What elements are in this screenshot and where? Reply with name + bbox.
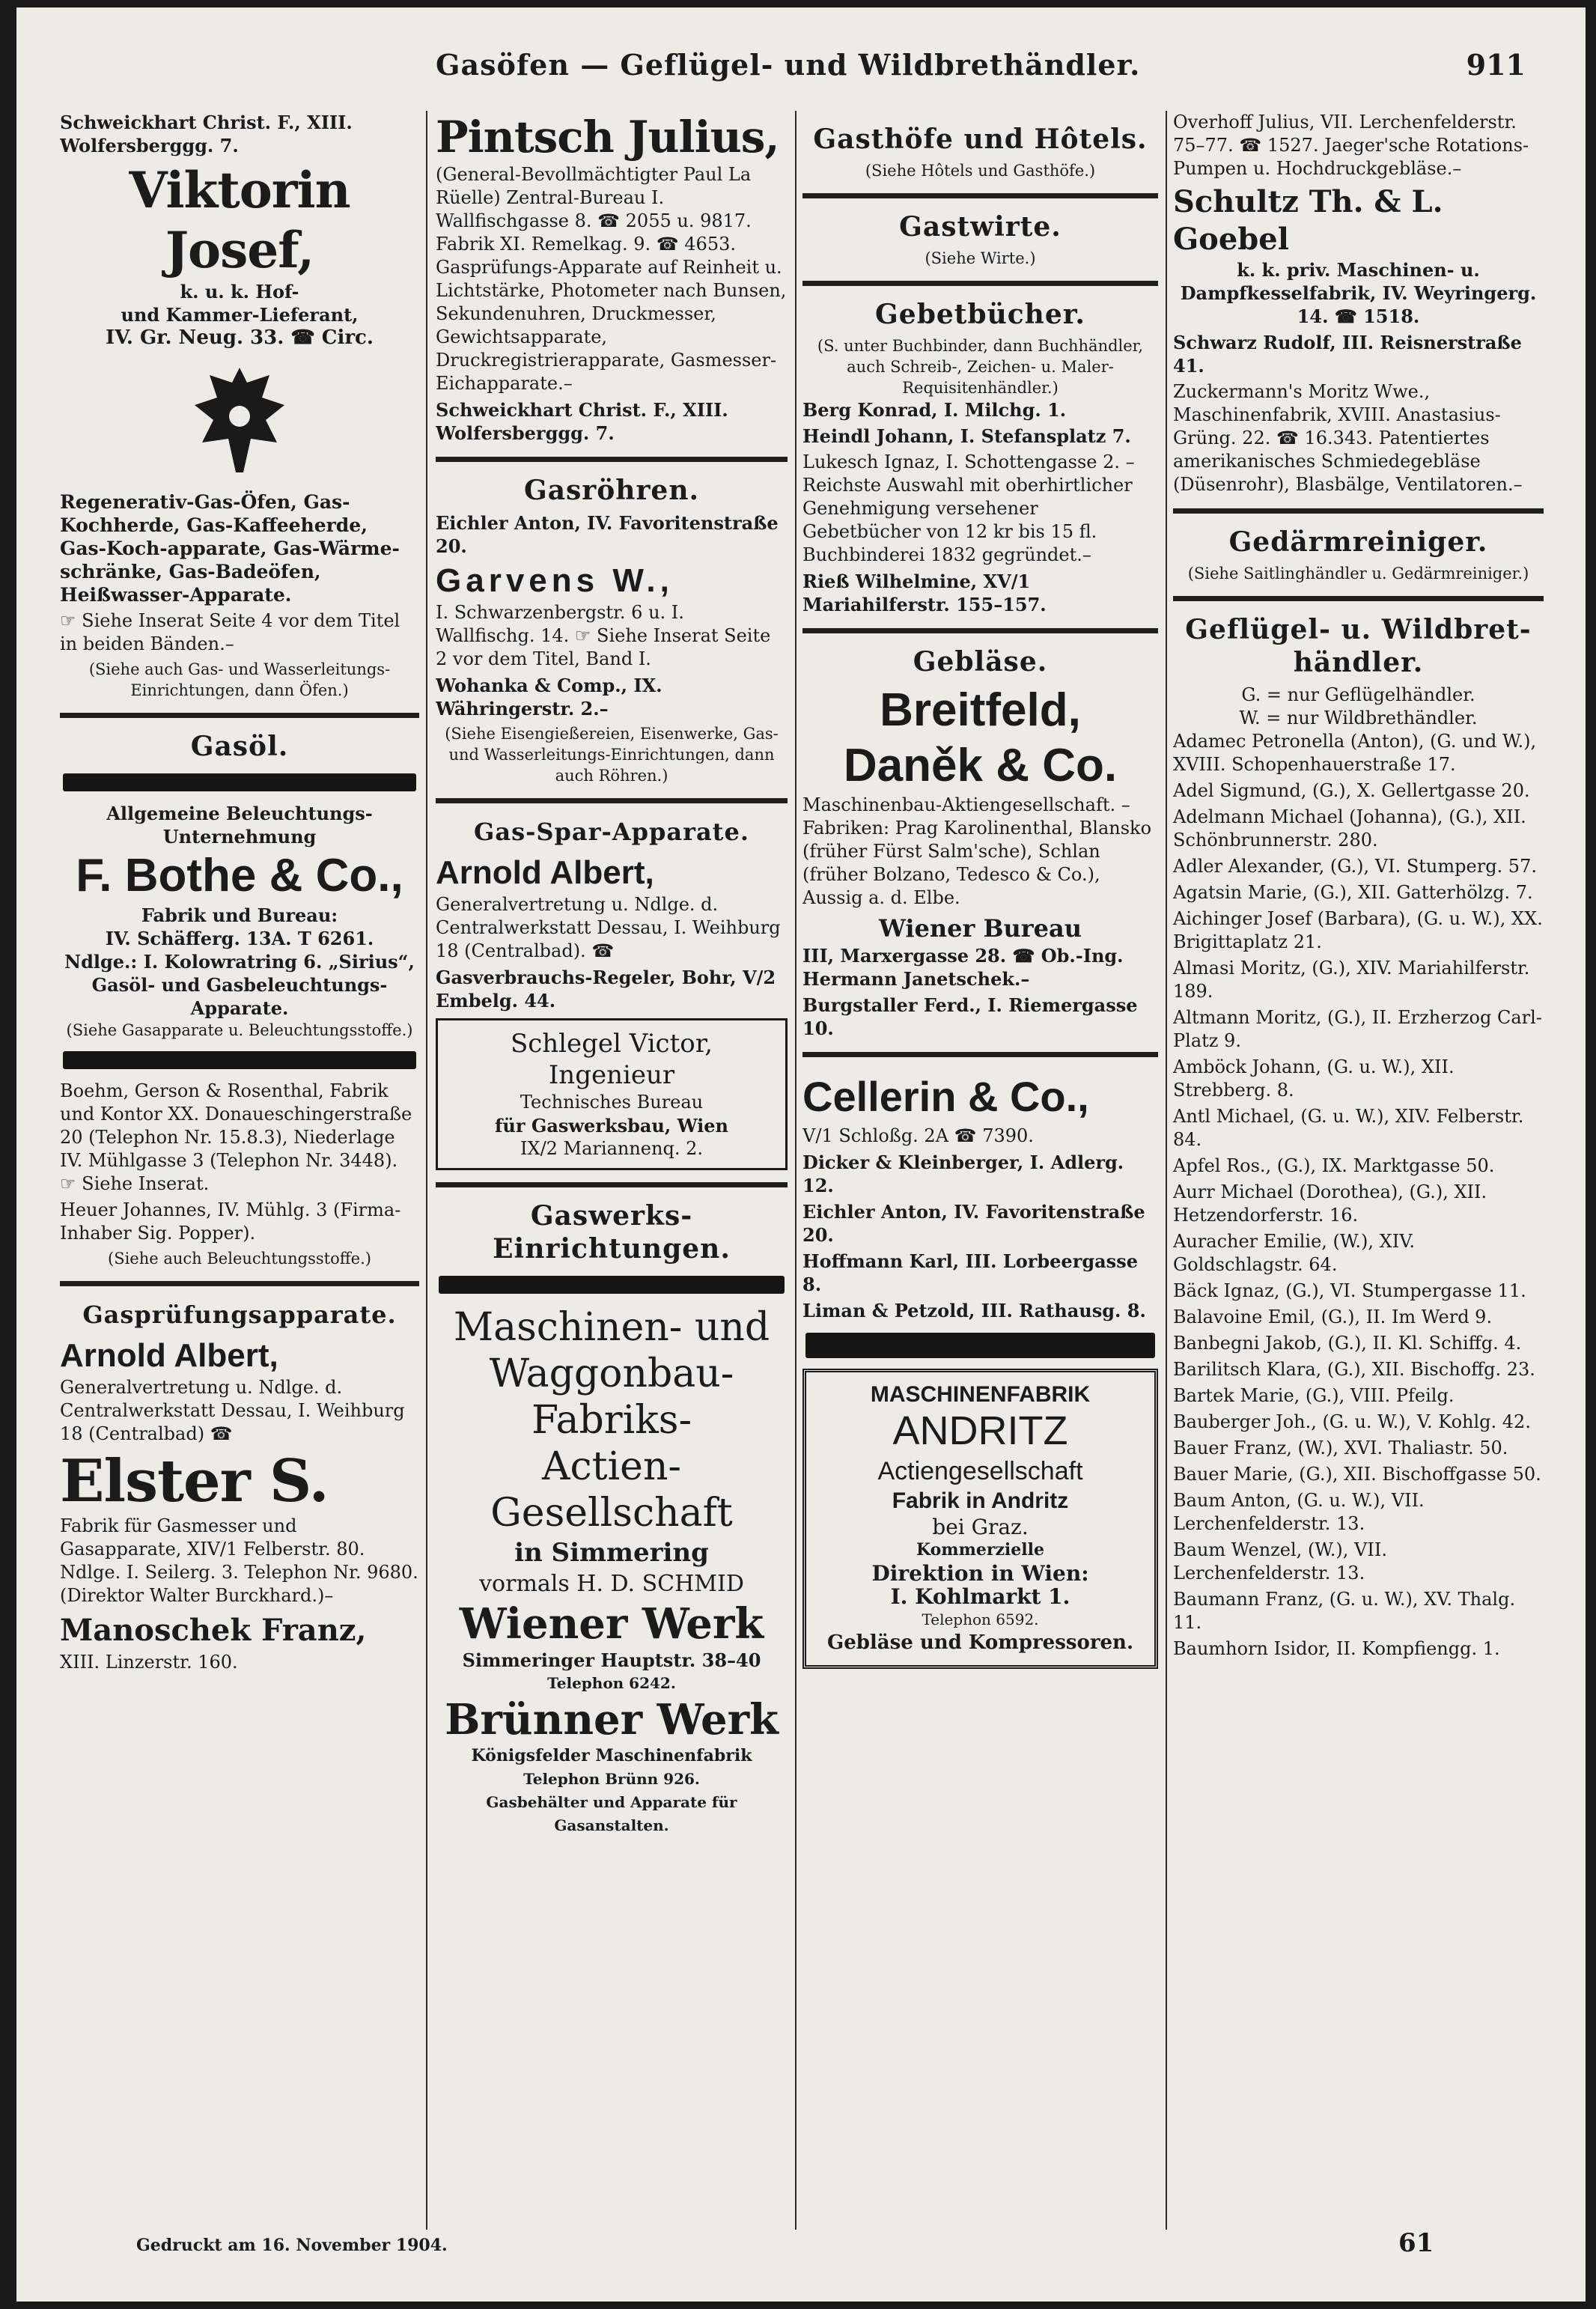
entry: Schweickhart Christ. F., XIII. Wolfersberggg. 7. bbox=[60, 112, 353, 156]
advert-line: vormals H. D. SCHMID bbox=[479, 1571, 744, 1597]
section-heading: Gedärmreiniger. bbox=[1228, 526, 1488, 558]
section-heading: Gebetbücher. bbox=[875, 299, 1085, 330]
divider bbox=[436, 798, 788, 803]
list-item: Baum Wenzel, (W.), VII. Lerchenfelderstr. 13. bbox=[1173, 1539, 1387, 1584]
entry: Schweickhart Christ. F., XIII. Wolfersberggg. 7. bbox=[436, 399, 728, 444]
advert-title: Garvens W., bbox=[436, 562, 674, 599]
advert-line: Simmeringer Hauptstr. 38–40 bbox=[462, 1649, 761, 1671]
entry: I. Schwarzenbergstr. 6 u. I. Wallfischg. 14. ☞ Siehe Inserat Seite 2 vor dem Titel, Band I. bbox=[436, 602, 771, 669]
column-4 bbox=[1173, 111, 1544, 2230]
advert-line: Kommerzielle bbox=[916, 1540, 1044, 1560]
list-item: Adelmann Michael (Johanna), (G.), XII. Schönbrunnerstr. 280. bbox=[1173, 806, 1526, 851]
list-item: Antl Michael, (G. u. W.), XIV. Felberstr. 84. bbox=[1173, 1106, 1524, 1150]
see-also-note: (Siehe Saitlinghändler u. Gedärmreiniger.) bbox=[1187, 565, 1529, 582]
advert-title: ANDRITZ bbox=[892, 1408, 1068, 1453]
divider bbox=[60, 713, 419, 718]
list-item: Barilitsch Klara, (G.), XII. Bischoffg. 23. bbox=[1173, 1359, 1535, 1380]
list-item: Altmann Moritz, (G.), II. Erzherzog Carl-Platz 9. bbox=[1173, 1007, 1542, 1051]
section-heading: Gasöl. bbox=[190, 731, 289, 762]
advert-line: Actiengesellschaft bbox=[877, 1457, 1083, 1485]
advert-title: Maschinen- und bbox=[453, 1305, 770, 1350]
section-heading: Gasröhren. bbox=[523, 475, 700, 506]
divider bbox=[1173, 508, 1544, 514]
advert-line: in Simmering bbox=[514, 1538, 709, 1568]
advert-note: ☞ Siehe Inserat Seite 4 vor dem Titel in beiden Bänden.– bbox=[60, 610, 400, 654]
advert-line: k. u. k. Hof- bbox=[180, 281, 299, 302]
list-item: Amböck Johann, (G. u. W.), XII. Strebberg. 8. bbox=[1173, 1056, 1455, 1101]
advert-box bbox=[436, 1018, 788, 1170]
entry: Lukesch Ignaz, I. Schottengasse 2. –Reichste Auswahl mit oberhirtlicher Genehmigung versehener Gebetbücher von 12 kr bis 15 fl. Buchbinderei 1832 gegründet.– bbox=[802, 451, 1135, 565]
list-item: Baumann Franz, (G. u. W.), XV. Thalg. 11. bbox=[1173, 1589, 1516, 1633]
advert-title: Schultz Th. & L. Goebel bbox=[1173, 184, 1443, 257]
section-heading: händler. bbox=[1293, 647, 1424, 678]
advert-line: Direktion in Wien: bbox=[871, 1561, 1089, 1586]
column-rule bbox=[795, 111, 797, 2230]
list-item: Auracher Emilie, (W.), XIV. Goldschlagstr. 64. bbox=[1173, 1231, 1415, 1275]
eagle-emblem-icon bbox=[187, 360, 292, 480]
entry: Dicker & Kleinberger, I. Adlerg. 12. bbox=[802, 1152, 1124, 1196]
see-also-note: (Siehe Gasapparate u. Beleuchtungsstoffe.) bbox=[66, 1021, 413, 1039]
list-item: Adamec Petronella (Anton), (G. und W.), XVIII. Schopenhauerstraße 17. bbox=[1173, 731, 1537, 775]
advert-title: Wiener Werk bbox=[459, 1599, 764, 1649]
legend-line: G. = nur Geflügelhändler. bbox=[1241, 684, 1475, 705]
entry: Schwarz Rudolf, III. Reisnerstraße 41. bbox=[1173, 332, 1522, 377]
entry: Hoffmann Karl, III. Lorbeergasse 8. bbox=[802, 1250, 1138, 1295]
advert-block bbox=[436, 1304, 788, 1837]
list-item: Baumhorn Isidor, II. Kompfiengg. 1. bbox=[1173, 1638, 1500, 1659]
advert-title: Cellerin & Co., bbox=[802, 1073, 1089, 1120]
divider bbox=[802, 1052, 1158, 1057]
advert-line: Gebläse und Kompressoren. bbox=[826, 1631, 1134, 1654]
advert-box bbox=[802, 1369, 1158, 1669]
advert-line: IV. Gr. Neug. 33. ☎ Circ. bbox=[106, 326, 374, 349]
advert-line: und Kammer-Lieferant, bbox=[121, 304, 359, 326]
advert-title: Schlegel Victor, Ingenieur bbox=[510, 1029, 713, 1090]
entry: Zuckermann's Moritz Wwe., Maschinenfabrik, XVIII. Anastasius-Grüng. 22. ☎ 16.343. Patentiertes amerikanisches Schmiedegebläse (Düsenrohr), Blasbälge, Ventilatoren.– bbox=[1173, 381, 1523, 495]
advert-title: F. Bothe & Co., bbox=[76, 850, 403, 901]
see-also-note: (Siehe Hôtels und Gasthöfe.) bbox=[865, 162, 1096, 180]
advert-products: Regenerativ-Gas-Öfen, Gas-Kochherde, Gas-Kaffeeherde, Gas-Koch-apparate, Gas-Wärme-schränke, Gas-Badeöfen, Heißwasser-Apparate. bbox=[60, 491, 400, 606]
advert-line: für Gaswerksbau, Wien bbox=[495, 1115, 728, 1137]
advert-line: Technisches Bureau bbox=[520, 1092, 704, 1113]
header-page-number: 911 bbox=[1466, 48, 1526, 82]
advert-title: Elster S. bbox=[60, 1447, 329, 1515]
advert-line: Telephon Brünn 926. bbox=[523, 1770, 700, 1788]
divider bbox=[60, 1281, 419, 1286]
entry: III, Marxergasse 28. ☎ Ob.-Ing. Hermann Janetschek.– bbox=[802, 945, 1124, 990]
advert-title: Daněk & Co. bbox=[843, 740, 1118, 791]
entry: Berg Konrad, I. Milchg. 1. bbox=[802, 399, 1067, 421]
section-heading: Gastwirte. bbox=[899, 211, 1062, 243]
advert-line: Fabrik und Bureau: bbox=[141, 904, 338, 926]
advert-title: Manoschek Franz, bbox=[60, 1613, 367, 1648]
entry: Heindl Johann, I. Stefansplatz 7. bbox=[802, 425, 1131, 447]
advert-line: Ndlge.: I. Kolowratring 6. „Sirius“, Gasöl- und Gasbeleuchtungs-Apparate. bbox=[64, 951, 415, 1019]
advert-line: Telephon 6592. bbox=[922, 1610, 1039, 1628]
column-2 bbox=[436, 111, 788, 2230]
divider bbox=[436, 457, 788, 462]
entry: Fabrik für Gasmesser und Gasapparate, XIV/1 Felberstr. 80. Ndlge. I. Seilerg. 3. Telephon Nr. 9680. (Direktor Walter Burckhard.)– bbox=[60, 1515, 418, 1606]
advert-title: Actien-Gesellschaft bbox=[490, 1444, 733, 1536]
advert-line: I. Kohlmarkt 1. bbox=[890, 1584, 1070, 1609]
see-also-note: (Siehe Wirte.) bbox=[925, 249, 1036, 267]
list-item: Almasi Moritz, (G.), XIV. Mariahilferstr. 189. bbox=[1173, 958, 1530, 1002]
column-3 bbox=[802, 111, 1158, 2230]
header-title: Gasöfen — Geflügel- und Wildbrethändler. bbox=[436, 48, 1141, 82]
advert-line: Allgemeine Beleuchtungs-Unternehmung bbox=[106, 803, 373, 848]
section-heading: Gas-Spar-Apparate. bbox=[474, 818, 749, 846]
list-item: Balavoine Emil, (G.), II. Im Werd 9. bbox=[1173, 1306, 1493, 1327]
advert-title: Arnold Albert, bbox=[436, 854, 654, 891]
list-item: Bauer Franz, (W.), XVI. Thaliastr. 50. bbox=[1173, 1438, 1508, 1458]
section-heading: Gaswerks-Einrichtungen. bbox=[493, 1200, 731, 1265]
entry: Liman & Petzold, III. Rathausg. 8. bbox=[802, 1300, 1146, 1321]
advert-line: bei Graz. bbox=[932, 1515, 1029, 1539]
divider bbox=[802, 193, 1158, 198]
divider bbox=[63, 1051, 416, 1069]
column-rule bbox=[1166, 111, 1167, 2230]
entry: XIII. Linzerstr. 160. bbox=[60, 1652, 238, 1673]
section-heading: Gasprüfungsapparate. bbox=[82, 1300, 397, 1329]
column-1 bbox=[60, 111, 419, 2230]
section-heading: Geflügel- u. Wildbret- bbox=[1185, 614, 1532, 645]
entry: Eichler Anton, IV. Favoritenstraße 20. bbox=[802, 1201, 1145, 1246]
see-also-note: (Siehe Eisengießereien, Eisenwerke, Gas- und Wasserleitungs-Einrichtungen, dann auch Röhren.) bbox=[445, 725, 779, 785]
list-item: Bäck Ignaz, (G.), VI. Stumpergasse 11. bbox=[1173, 1280, 1526, 1301]
entry: Eichler Anton, IV. Favoritenstraße 20. bbox=[436, 512, 779, 557]
advert-line: IV. Schäfferg. 13A. T 6261. bbox=[105, 928, 374, 949]
list-item: Bartek Marie, (G.), VIII. Pfeilg. bbox=[1173, 1385, 1455, 1406]
entry: Gasverbrauchs-Regeler, Bohr, V/2 Embelg. 44. bbox=[436, 967, 776, 1011]
entry: Maschinenbau-Aktiengesellschaft. –Fabriken: Prag Karolinenthal, Blansko (früher Fürst Salm'sche), Schlan (früher Bolzano, Tedesco & Co.), Aussig a. d. Elbe. bbox=[802, 794, 1152, 908]
list-item: Bauer Marie, (G.), XII. Bischoffgasse 50. bbox=[1173, 1464, 1541, 1485]
list-item: Bauberger Joh., (G. u. W.), V. Kohlg. 42. bbox=[1173, 1411, 1531, 1432]
divider bbox=[439, 1276, 785, 1294]
advert-line: Königsfelder Maschinenfabrik bbox=[471, 1746, 752, 1765]
list-item: Apfel Ros., (G.), IX. Marktgasse 50. bbox=[1173, 1155, 1495, 1176]
legend-line: W. = nur Wildbrethändler. bbox=[1239, 708, 1478, 728]
section-heading: Gasthöfe und Hôtels. bbox=[813, 124, 1148, 155]
divider bbox=[436, 1182, 788, 1187]
entry: Burgstaller Ferd., I. Riemergasse 10. bbox=[802, 994, 1138, 1039]
entry: k. k. priv. Maschinen- u. Dampfkesselfabrik, IV. Weyringerg. 14. ☎ 1518. bbox=[1180, 259, 1537, 327]
directory-page bbox=[16, 7, 1586, 2302]
advert-line: Telephon 6242. bbox=[547, 1674, 676, 1692]
list-item: Baum Anton, (G. u. W.), VII. Lerchenfelderstr. 13. bbox=[1173, 1490, 1425, 1534]
entry: Heuer Johannes, IV. Mühlg. 3 (Firma-Inhaber Sig. Popper). bbox=[60, 1199, 401, 1244]
divider bbox=[802, 281, 1158, 286]
entry: Wohanka & Comp., IX. Währingerstr. 2.– bbox=[436, 675, 663, 720]
divider bbox=[802, 628, 1158, 633]
entry: Rieß Wilhelmine, XV/1 Mariahilferstr. 155–157. bbox=[802, 571, 1047, 615]
advert-title: Arnold Albert, bbox=[60, 1337, 278, 1374]
entry: (General-Bevollmächtigter Paul La Rüelle) Zentral-Bureau I. Wallfischgasse 8. ☎ 2055 u. 9817. Fabrik XI. Remelkag. 9. ☎ 4653. Gasprüfungs-Apparate auf Reinheit u. Lichtstärke, Photometer nach Bunsen, Sekundenuhren, Druckmesser, Gewichtsapparate, Druckregistrierapparate, Gasmesser-Eichapparate.– bbox=[436, 164, 787, 394]
see-also-note: (Siehe auch Gas- und Wasserleitungs-Einrichtungen, dann Öfen.) bbox=[88, 660, 391, 699]
advert-title: Viktorin Josef, bbox=[129, 161, 350, 279]
advert-title: Breitfeld, bbox=[880, 684, 1081, 736]
entry: Boehm, Gerson & Rosenthal, Fabrik und Kontor XX. Donaueschingerstraße 20 (Telephon Nr. 15.8.3), Niederlage IV. Mühlgasse 3 (Telephon Nr. 3448). ☞ Siehe Inserat. bbox=[60, 1080, 412, 1194]
list-item: Adel Sigmund, (G.), X. Gellertgasse 20. bbox=[1173, 780, 1530, 801]
entry: Generalvertretung u. Ndlge. d. Centralwerkstatt Dessau, I. Weihburg 18 (Centralbad). ☎ bbox=[436, 894, 781, 961]
list-item: Banbegni Jakob, (G.), II. Kl. Schiffg. 4. bbox=[1173, 1333, 1522, 1354]
advert-title: Pintsch Julius, bbox=[436, 112, 779, 162]
list-item: Agatsin Marie, (G.), XII. Gatterhölzg. 7. bbox=[1173, 882, 1533, 903]
advert-title: Brünner Werk bbox=[445, 1695, 779, 1744]
column-rule bbox=[426, 111, 427, 2230]
see-also-note: (Siehe auch Beleuchtungsstoffe.) bbox=[108, 1250, 371, 1268]
running-header bbox=[16, 48, 1586, 93]
sheet-number: 61 bbox=[1398, 2228, 1434, 2258]
see-also-note: (S. unter Buchbinder, dann Buchhändler, auch Schreib-, Zeichen- u. Maler-Requisitenhändler.) bbox=[817, 337, 1144, 397]
dealer-list bbox=[1173, 730, 1544, 1661]
list-item: Aichinger Josef (Barbara), (G. u. W.), XX. Brigittaplatz 21. bbox=[1173, 908, 1543, 952]
divider bbox=[63, 773, 416, 791]
print-date: Gedruckt am 16. November 1904. bbox=[136, 2236, 448, 2255]
list-item: Adler Alexander, (G.), VI. Stumperg. 57. bbox=[1173, 856, 1537, 877]
entry: V/1 Schloßg. 2A ☎ 7390. bbox=[802, 1125, 1034, 1146]
advert-line: Wiener Bureau bbox=[878, 914, 1082, 943]
list-item: Aurr Michael (Dorothea), (G.), XII. Hetzendorferstr. 16. bbox=[1173, 1181, 1487, 1226]
advert-line: IX/2 Mariannenq. 2. bbox=[520, 1138, 703, 1159]
advert-line: Fabrik in Andritz bbox=[892, 1488, 1069, 1513]
divider bbox=[805, 1333, 1155, 1358]
advert-title: Waggonbau-Fabriks- bbox=[489, 1351, 734, 1443]
section-heading: Gebläse. bbox=[913, 646, 1048, 678]
entry: Overhoff Julius, VII. Lerchenfelderstr. 75–77. ☎ 1527. Jaeger'sche Rotations-Pumpen u. Hochdruckgebläse.– bbox=[1173, 112, 1529, 179]
advert-line: MASCHINENFABRIK bbox=[870, 1382, 1091, 1407]
entry: Generalvertretung u. Ndlge. d. Centralwerkstatt Dessau, I. Weihburg 18 (Centralbad) ☎ bbox=[60, 1377, 405, 1444]
divider bbox=[1173, 596, 1544, 601]
advert-line: Gasbehälter und Apparate für Gasanstalten. bbox=[486, 1793, 737, 1834]
